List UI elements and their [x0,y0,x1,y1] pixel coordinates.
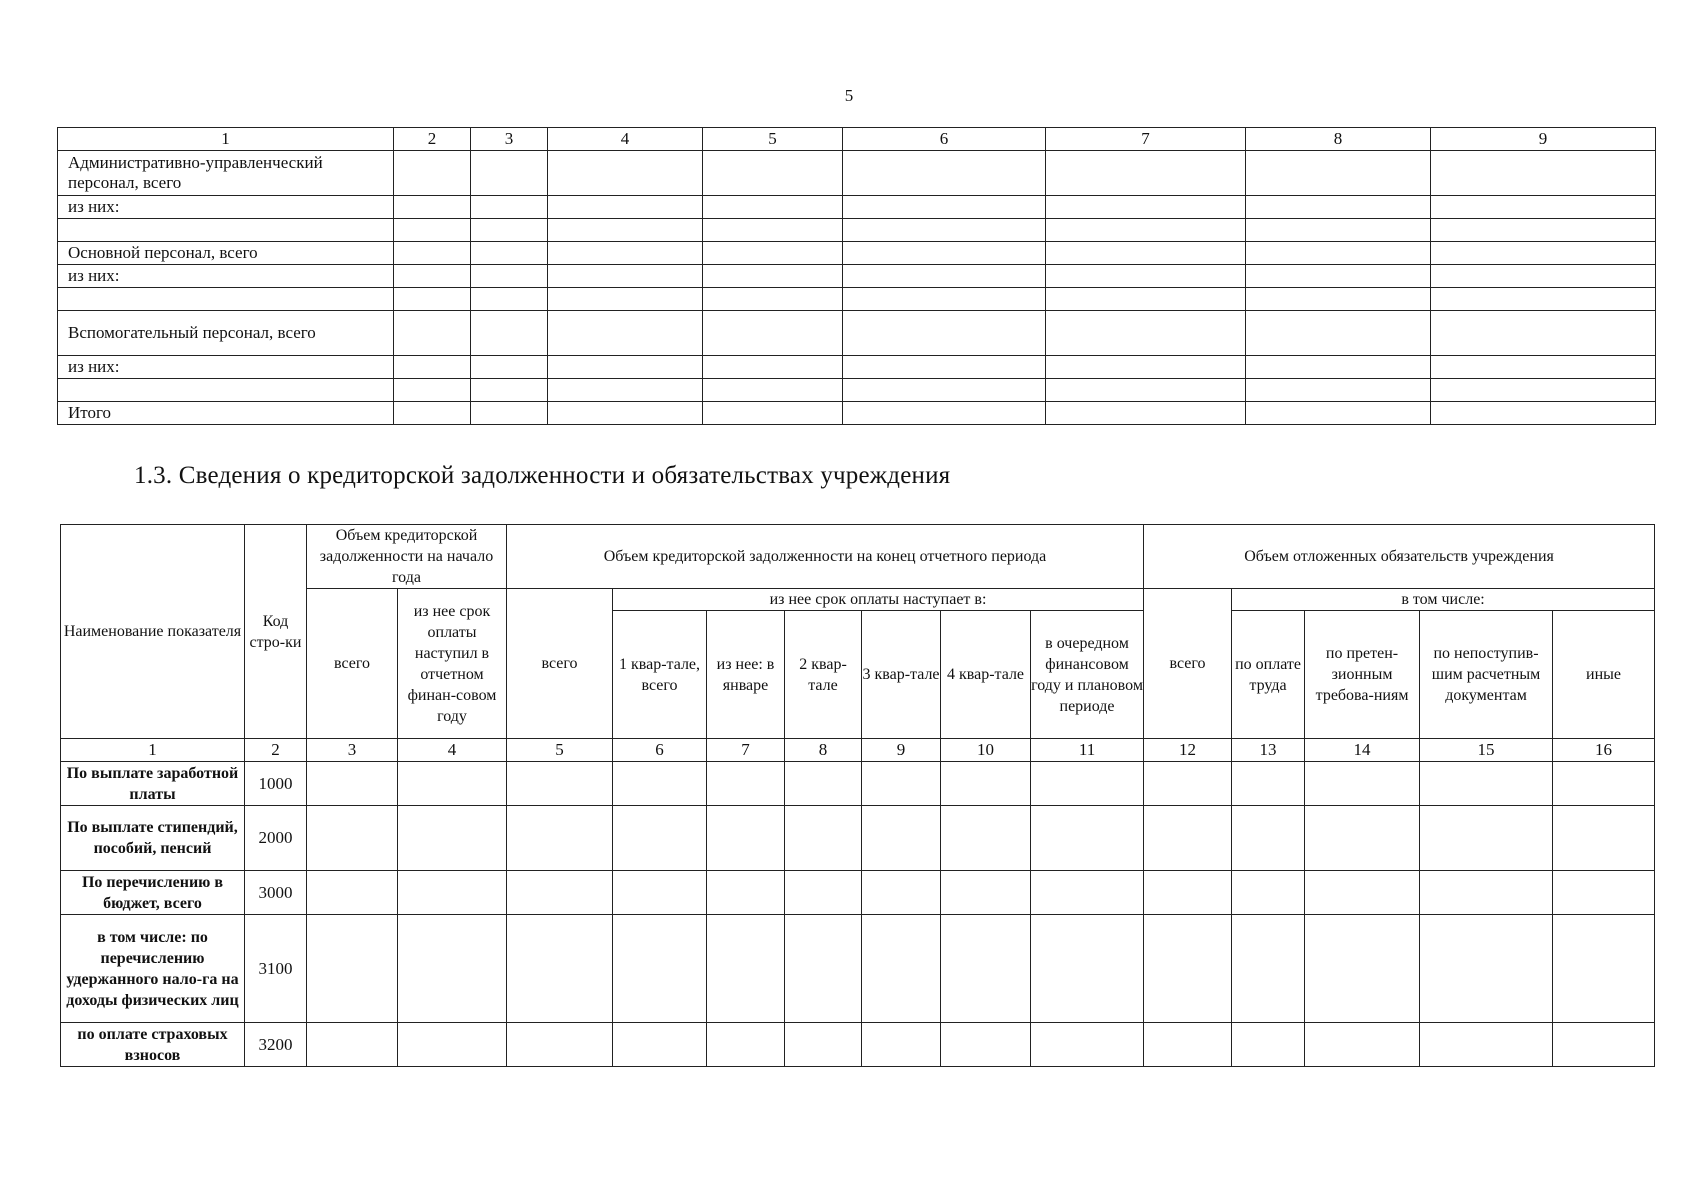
header-q4: 4 квар-тале [941,611,1031,739]
staff-col-number: 8 [1246,128,1431,151]
header-including: в том числе: [1232,589,1655,611]
row-label: Итого [58,402,394,425]
table-row [61,806,1655,871]
row-name: в том числе: по перечислению удержанного нало-га на доходы физических лиц [61,915,245,1023]
header-name: Наименование показателя [61,525,245,739]
page-number: 5 [844,86,854,105]
table-row [58,219,1656,242]
credit-col-number: 16 [1553,739,1655,762]
credit-col-number: 2 [245,739,307,762]
credit-col-number: 9 [862,739,941,762]
row-name: по оплате страховых взносов [61,1023,245,1067]
header-end-total: всего [507,589,613,739]
staff-col-number: 6 [843,128,1046,151]
header-deferred-total: всего [1144,589,1232,739]
table-row [61,871,1655,915]
table-row [58,356,1656,379]
table-row [58,196,1656,219]
credit-col-number: 6 [613,739,707,762]
header-other: иные [1553,611,1655,739]
credit-col-number: 8 [785,739,862,762]
staff-col-number: 4 [548,128,703,151]
header-end-of-period: Объем кредиторской задолженности на конец отчетного периода [507,525,1144,589]
row-name: По выплате стипендий, пособий, пенсий [61,806,245,871]
header-q1-total: 1 квар-тале, всего [613,611,707,739]
credit-col-number: 4 [398,739,507,762]
row-name: По перечислению в бюджет, всего [61,871,245,915]
credit-col-number: 1 [61,739,245,762]
credit-column-numbers [61,739,1655,762]
header-start-of-year: Объем кредиторской задолженности на начало года [307,525,507,589]
table-row [58,311,1656,356]
staff-col-number: 1 [58,128,394,151]
header-code: Код стро-ки [245,525,307,739]
header-start-total: всего [307,589,398,739]
header-labor: по оплате труда [1232,611,1305,739]
row-label: из них: [58,265,394,288]
staff-table [57,127,1656,425]
header-start-overdue: из нее срок оплаты наступил в отчетном финан-совом году [398,589,507,739]
staff-col-number: 7 [1046,128,1246,151]
row-code: 2000 [245,806,307,871]
section-heading: 1.3. Сведения о кредиторской задолженности и обязательствах учреждения [134,462,951,489]
row-name: По выплате заработной платы [61,762,245,806]
table-row [61,915,1655,1023]
row-label [58,379,394,402]
staff-col-number: 5 [703,128,843,151]
staff-col-number: 2 [394,128,471,151]
row-label: Административно-управленческий персонал, всего [58,151,394,196]
row-label: Вспомогательный персонал, всего [58,311,394,356]
header-deferred-obligations: Объем отложенных обязательств учреждения [1144,525,1655,589]
credit-col-number: 11 [1031,739,1144,762]
credit-col-number: 15 [1420,739,1553,762]
credit-col-number: 10 [941,739,1031,762]
credit-col-number: 13 [1232,739,1305,762]
row-code: 3000 [245,871,307,915]
staff-col-number: 9 [1431,128,1656,151]
header-q3: 3 квар-тале [862,611,941,739]
row-label: Основной персонал, всего [58,242,394,265]
staff-column-numbers [58,128,1656,151]
credit-col-number: 5 [507,739,613,762]
header-documents: по непоступив-шим расчетным документам [1420,611,1553,739]
staff-col-number: 3 [471,128,548,151]
row-label [58,288,394,311]
header-due-group: из нее срок оплаты наступает в: [613,589,1144,611]
table-row [58,151,1656,196]
row-label: из них: [58,356,394,379]
table-row [58,402,1656,425]
row-label: из них: [58,196,394,219]
credit-col-number: 12 [1144,739,1232,762]
creditor-debt-table [60,524,1655,1067]
table-row [61,1023,1655,1067]
row-label [58,219,394,242]
row-code: 1000 [245,762,307,806]
header-q1-january: из нее: в январе [707,611,785,739]
row-code: 3100 [245,915,307,1023]
credit-col-number: 3 [307,739,398,762]
credit-col-number: 14 [1305,739,1420,762]
header-next-period: в очередном финансовом году и плановом периоде [1031,611,1144,739]
row-code: 3200 [245,1023,307,1067]
table-row [58,242,1656,265]
table-row [58,379,1656,402]
table-row [58,265,1656,288]
table-row [58,288,1656,311]
credit-col-number: 7 [707,739,785,762]
header-claims: по претен-зионным требова-ниям [1305,611,1420,739]
header-q2: 2 квар-тале [785,611,862,739]
table-row [61,762,1655,806]
